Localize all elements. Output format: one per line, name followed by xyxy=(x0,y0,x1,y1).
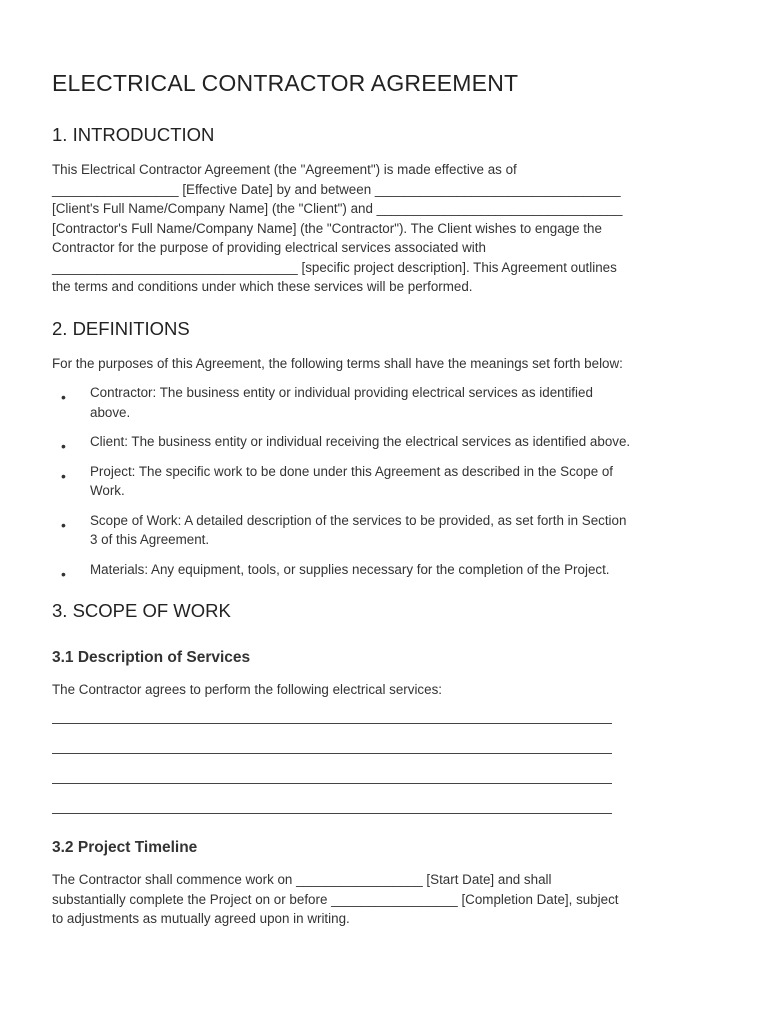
text-line: the terms and conditions under which these services will be performed. xyxy=(52,279,473,294)
list-item xyxy=(52,432,732,452)
text-line: Contractor for the purpose of providing electrical services associated with xyxy=(52,240,486,255)
services-intro: The Contractor agrees to perform the following electrical services: xyxy=(52,682,442,697)
text-line: [Client's Full Name/Company Name] (the "Client") and _________________________________ xyxy=(52,201,623,216)
bullet-icon: • xyxy=(61,565,66,582)
text-line: above. xyxy=(90,404,131,420)
fill-in-line xyxy=(52,753,612,754)
text-line: [Contractor's Full Name/Company Name] (the "Contractor"). The Client wishes to engage the xyxy=(52,220,602,236)
list-item xyxy=(52,383,732,422)
text-line: _________________ [Effective Date] by and between _________________________________ xyxy=(52,181,621,197)
bullet-icon: • xyxy=(61,438,66,454)
timeline-paragraph xyxy=(52,870,722,929)
subsection-heading-description-of-services: 3.1 Description of Services xyxy=(52,649,251,666)
section-heading-definitions: 2. DEFINITIONS xyxy=(52,318,190,339)
bullet-icon: • xyxy=(61,516,66,533)
fill-in-line xyxy=(52,813,612,814)
text-line: Work. xyxy=(90,483,125,498)
text-line: to adjustments as mutually agreed upon in writing. xyxy=(52,911,350,926)
bullet-icon: • xyxy=(61,389,66,405)
fill-in-line xyxy=(52,783,612,784)
definitions-list xyxy=(52,383,732,582)
text-line: substantially complete the Project on or before _________________ [Completion Date], subject xyxy=(52,891,619,907)
section-heading-scope-of-work: 3. SCOPE OF WORK xyxy=(52,600,231,621)
definitions-intro: For the purposes of this Agreement, the following terms shall have the meanings set forth below: xyxy=(52,356,623,371)
fill-in-line xyxy=(52,723,612,724)
text-line: Materials: Any equipment, tools, or supplies necessary for the completion of the Project. xyxy=(90,561,610,577)
text-line: Project: The specific work to be done under this Agreement as described in the Scope of xyxy=(90,463,614,479)
bullet-icon: • xyxy=(61,467,66,484)
text-line: Client: The business entity or individual receiving the electrical services as identified above. xyxy=(90,434,631,449)
subsection-heading-project-timeline: 3.2 Project Timeline xyxy=(52,839,198,856)
document-title: ELECTRICAL CONTRACTOR AGREEMENT xyxy=(52,70,519,96)
introduction-paragraph xyxy=(52,160,722,297)
text-line: 3 of this Agreement. xyxy=(90,532,210,547)
text-line: This Electrical Contractor Agreement (the "Agreement") is made effective as of xyxy=(52,162,517,177)
list-item xyxy=(52,462,732,501)
list-item xyxy=(52,560,732,580)
text-line: Contractor: The business entity or individual providing electrical services as identified xyxy=(90,385,593,400)
list-item xyxy=(52,511,732,550)
text-line: Scope of Work: A detailed description of the services to be provided, as set forth in Section xyxy=(90,512,627,528)
text-line: The Contractor shall commence work on _________________ [Start Date] and shall xyxy=(52,872,552,887)
text-line: _________________________________ [specific project description]. This Agreement outlines xyxy=(52,259,617,275)
section-heading-introduction: 1. INTRODUCTION xyxy=(52,124,215,145)
